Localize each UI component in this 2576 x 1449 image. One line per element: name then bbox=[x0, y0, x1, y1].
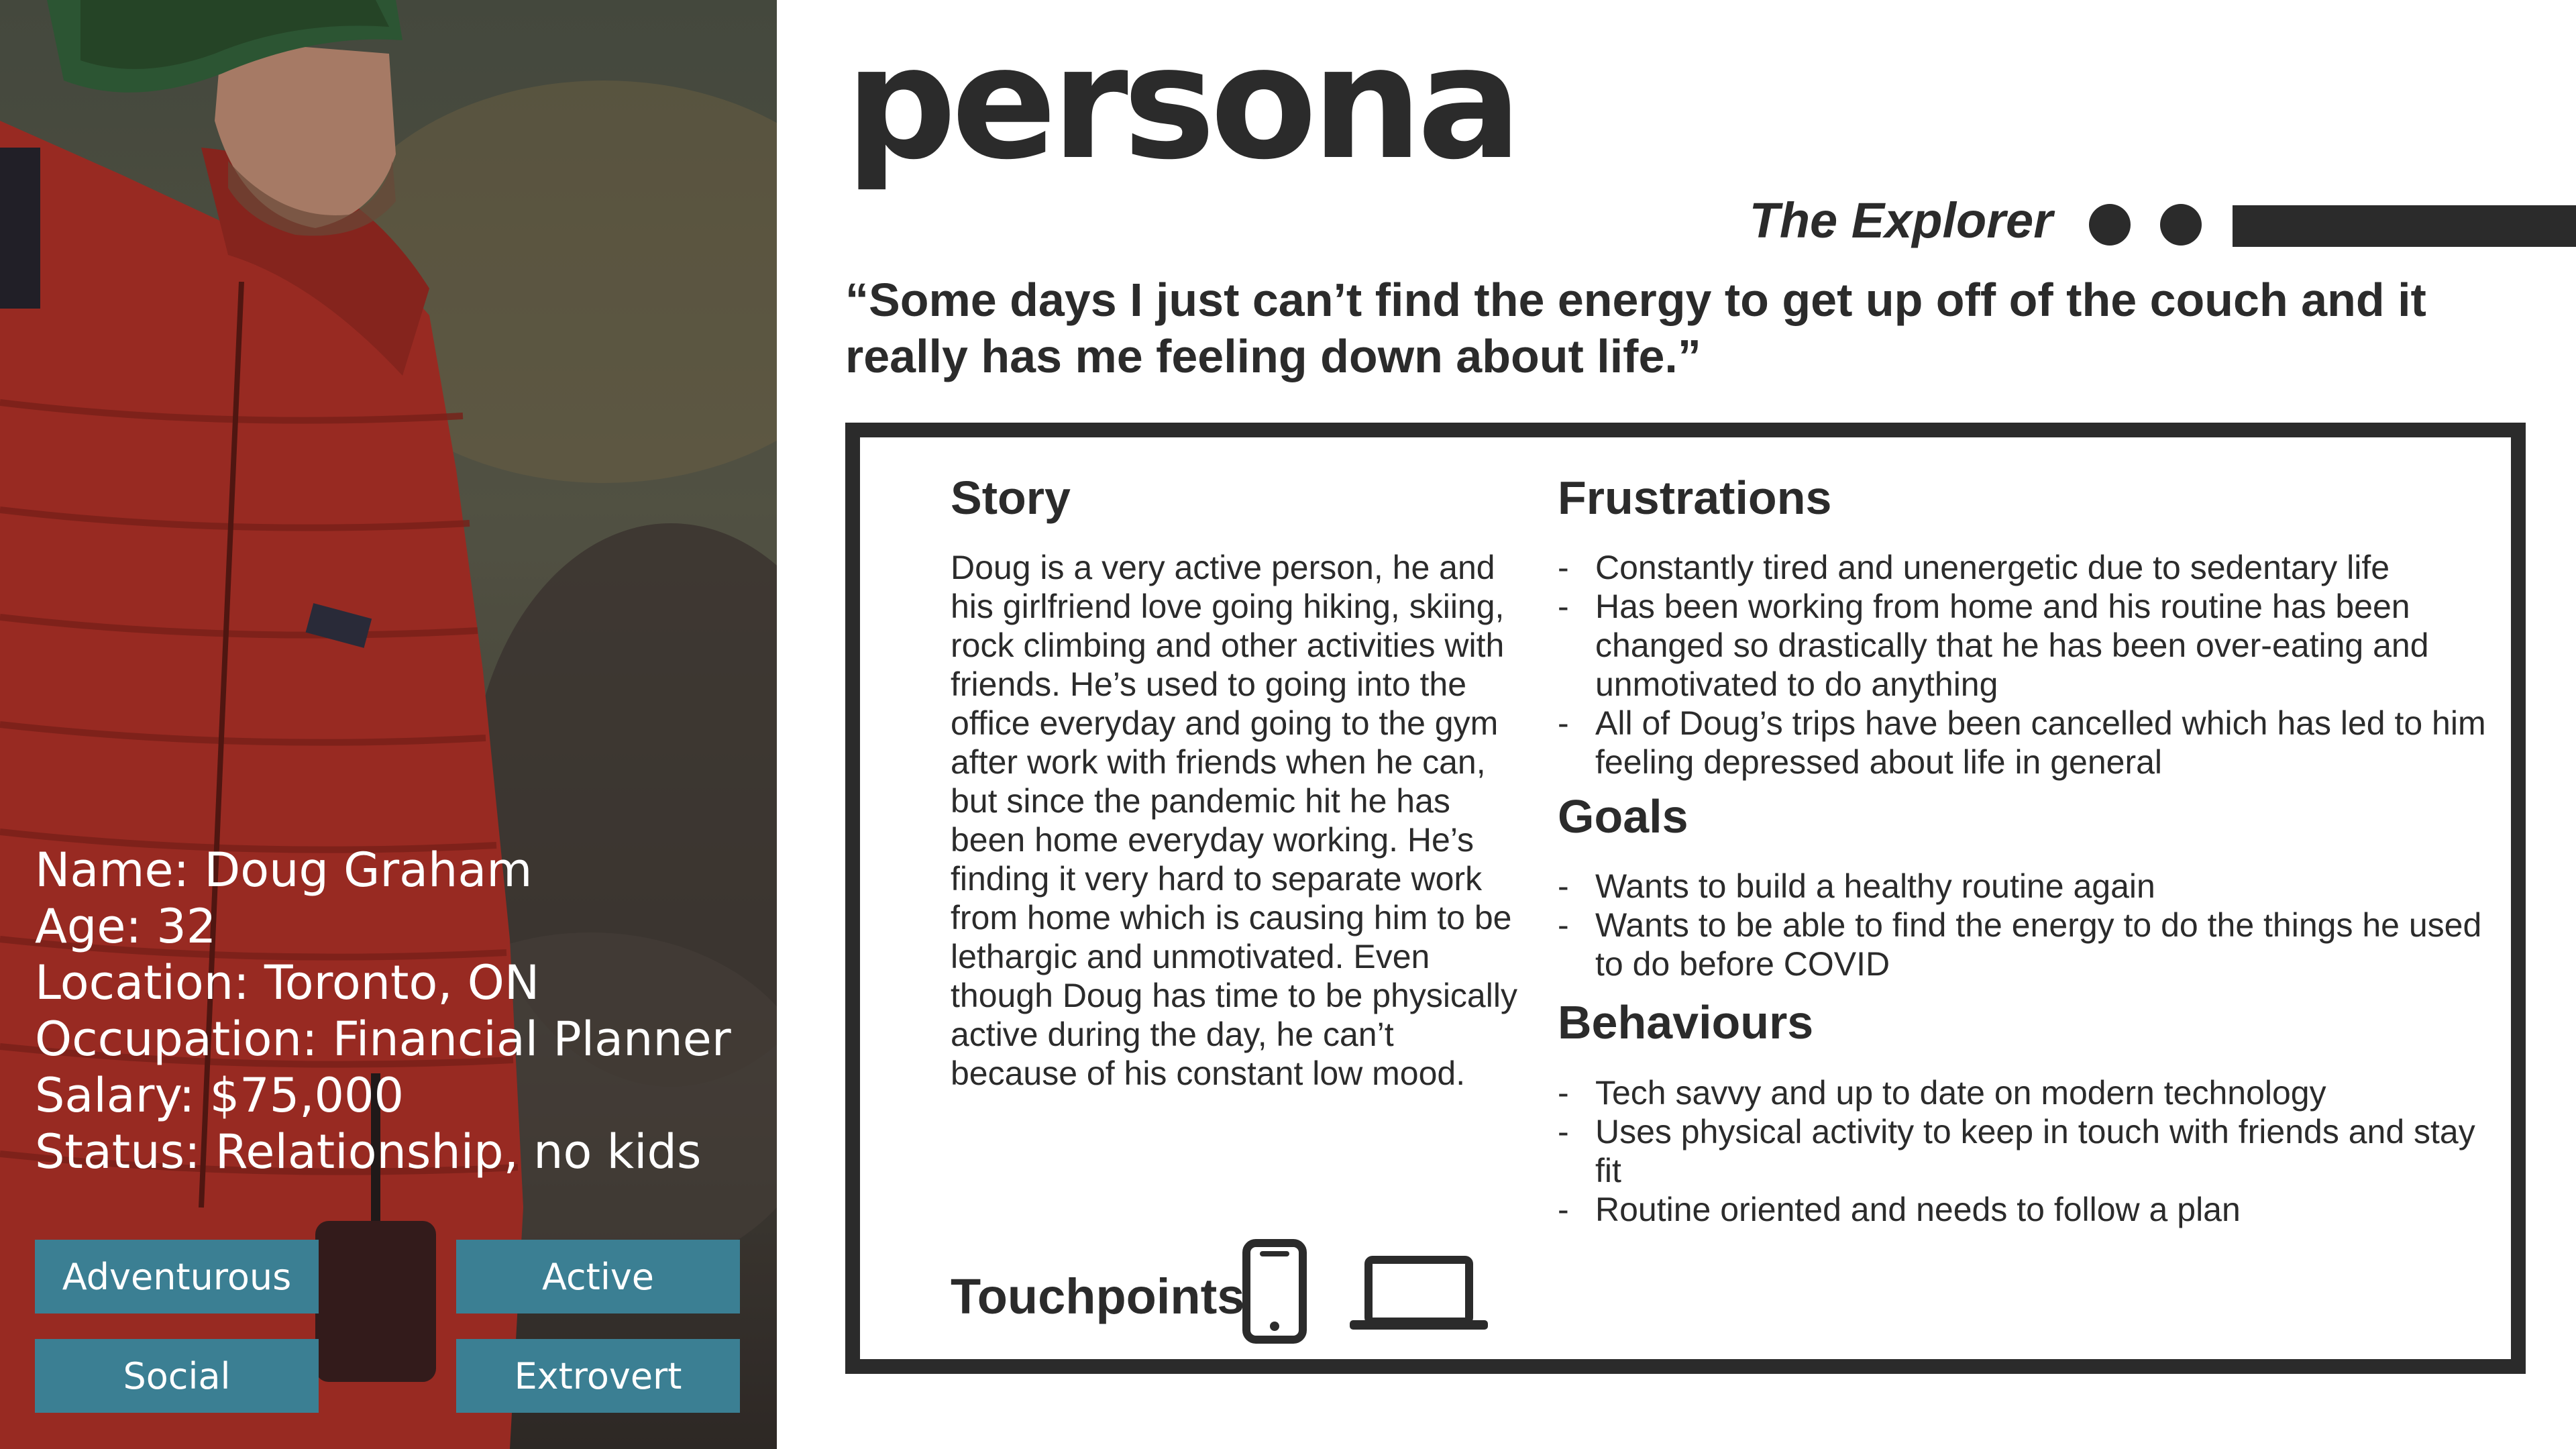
story-text: Doug is a very active person, he and his girlfriend love going hiking, skiing, rock climbing and other activities with friends. He’s used to going into the office everyday and going to the gym after work with friends when he can, but since the pandemic hit he has been home everyday working. He’s finding it very hard to separate work from home which is causing him to be lethargic and unmotivated. Even though Doug has time to be physically active during the day, he can’t because of his constant low mood. bbox=[951, 549, 1517, 1092]
photo-dim-overlay bbox=[0, 0, 777, 1449]
list-item: - Routine oriented and needs to follow a plan bbox=[1558, 1190, 2504, 1229]
goals-heading: Goals bbox=[1558, 790, 1688, 843]
details-box bbox=[845, 423, 2526, 1374]
behaviours-heading: Behaviours bbox=[1558, 996, 1814, 1049]
decorative-bar bbox=[2233, 205, 2576, 247]
list-item: - Has been working from home and his routine has been changed so drastically that he has been over-eating and unmotivated to do anything bbox=[1558, 587, 2504, 704]
profile-facts bbox=[35, 842, 731, 1180]
trait-tag-adventurous: Adventurous bbox=[35, 1240, 319, 1313]
decorative-dot-1 bbox=[2089, 204, 2131, 246]
trait-tag-social: Social bbox=[35, 1339, 319, 1413]
list-item: - Tech savvy and up to date on modern technology bbox=[1558, 1073, 2504, 1112]
profile-name: Name: Doug Graham bbox=[35, 843, 533, 898]
profile-salary: Salary: $75,000 bbox=[35, 1068, 405, 1123]
list-item: - Wants to be able to find the energy to do the things he used to do before COVID bbox=[1558, 906, 2504, 983]
smartphone-icon bbox=[1242, 1239, 1307, 1344]
persona-photo-panel bbox=[0, 0, 777, 1449]
persona-quote: “Some days I just can’t find the energy to get up off of the couch and it really has me feeling down about life.” bbox=[845, 274, 2426, 382]
list-item: - All of Doug’s trips have been cancelled which has led to him feeling depressed about life in general bbox=[1558, 704, 2504, 782]
persona-subtitle: The Explorer bbox=[1749, 193, 2053, 248]
frustrations-heading: Frustrations bbox=[1558, 472, 1832, 524]
list-item: - Wants to build a healthy routine again bbox=[1558, 867, 2504, 906]
laptop-icon bbox=[1350, 1256, 1488, 1331]
touchpoints-label: Touchpoints bbox=[951, 1269, 1245, 1324]
frustrations-list bbox=[1558, 548, 2504, 782]
profile-status: Status: Relationship, no kids bbox=[35, 1124, 702, 1179]
profile-age: Age: 32 bbox=[35, 899, 217, 954]
story-heading: Story bbox=[951, 472, 1071, 524]
behaviours-list bbox=[1558, 1073, 2504, 1229]
list-item: - Constantly tired and unenergetic due to sedentary life bbox=[1558, 548, 2504, 587]
page-title: persona bbox=[845, 13, 1517, 194]
trait-tag-extrovert: Extrovert bbox=[456, 1339, 740, 1413]
list-item: - Uses physical activity to keep in touch with friends and stay fit bbox=[1558, 1112, 2504, 1190]
profile-occupation: Occupation: Financial Planner bbox=[35, 1012, 731, 1067]
goals-list bbox=[1558, 867, 2504, 983]
decorative-dot-2 bbox=[2160, 204, 2202, 246]
profile-location: Location: Toronto, ON bbox=[35, 955, 540, 1010]
trait-tag-active: Active bbox=[456, 1240, 740, 1313]
